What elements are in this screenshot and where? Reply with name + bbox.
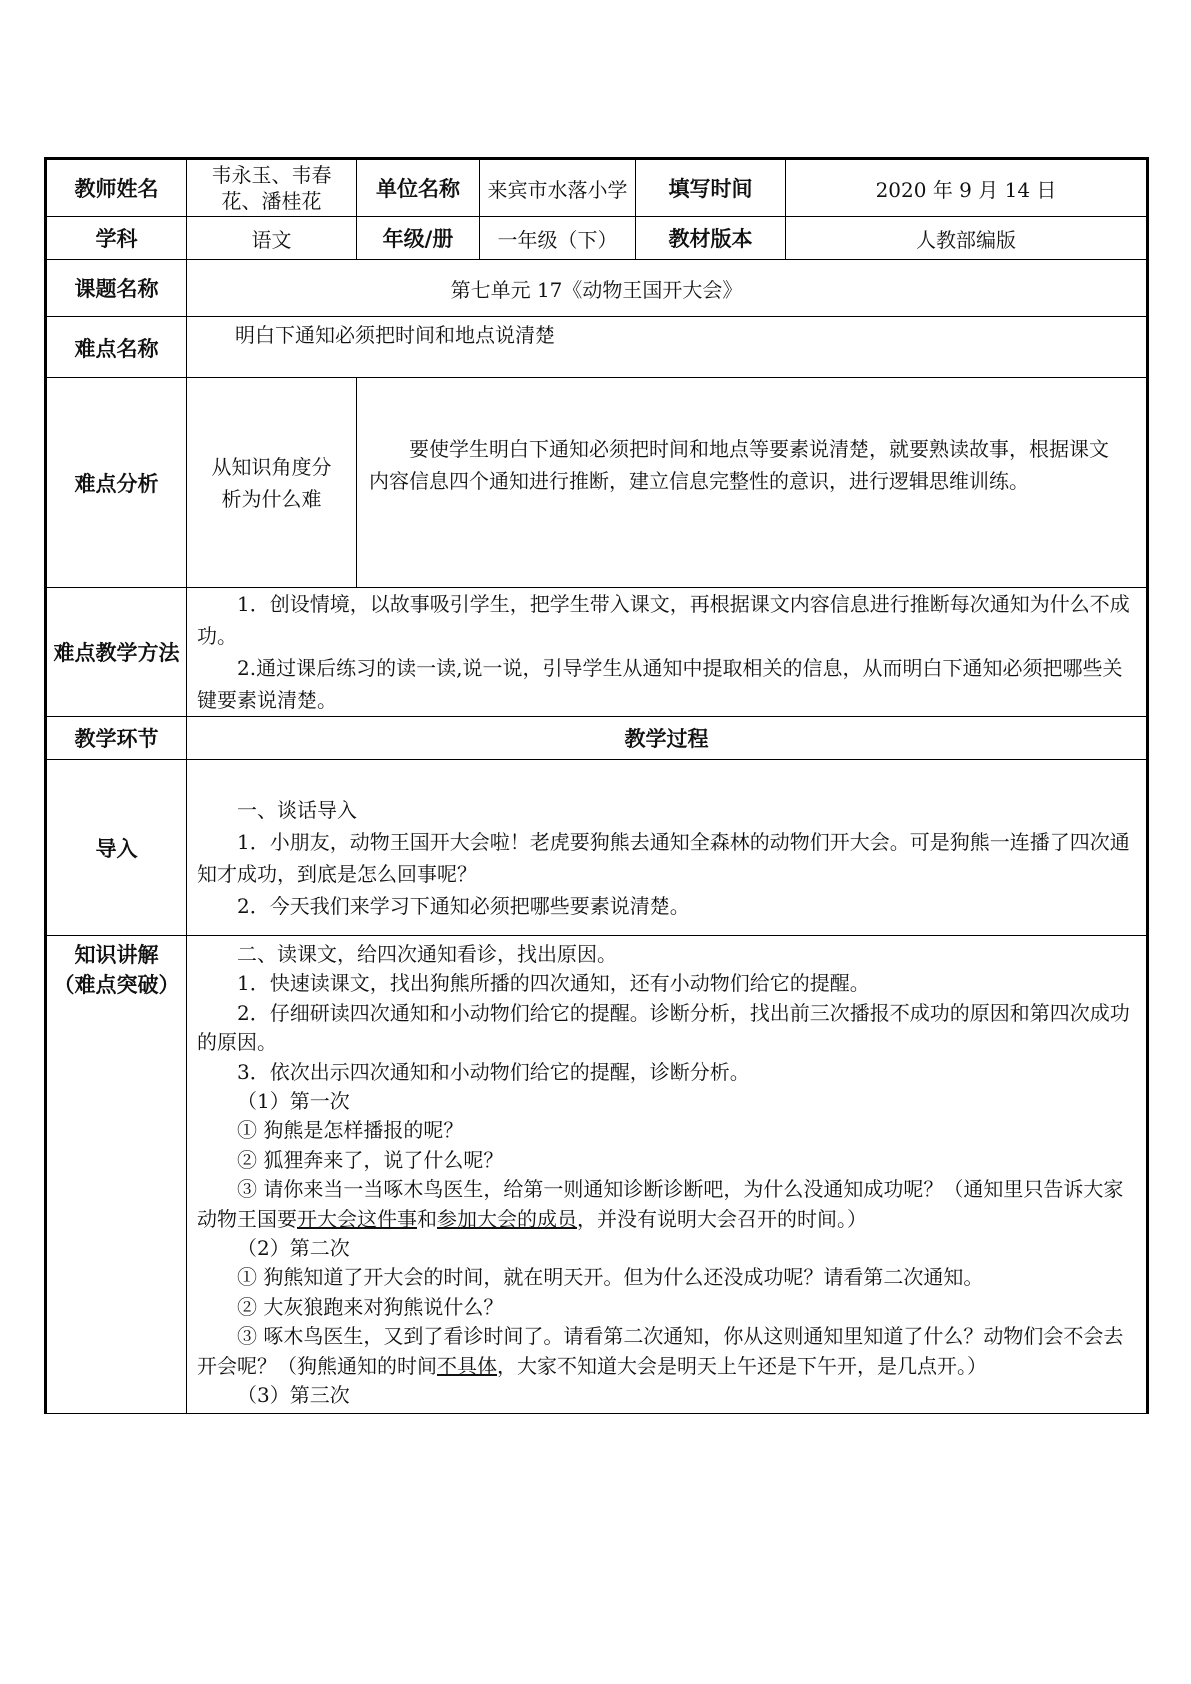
edition-label: 教材版本 xyxy=(636,217,786,260)
topic-value: 第七单元 17《动物王国开大会》 xyxy=(187,260,1148,317)
second-question-3-underline: 不具体 xyxy=(437,1353,497,1378)
lesson-plan-table xyxy=(44,157,1149,1414)
header-row-1 xyxy=(46,159,1148,217)
knowledge-row xyxy=(46,936,1148,1414)
analysis-paragraph: 要使学生明白下通知必须把时间和地点等要素说清楚，就要熟读故事，根据课文内容信息四个通知进行推断，建立信息完整性的意识，进行逻辑思维训练。 xyxy=(369,436,1109,493)
unit-value: 来宾市水落小学 xyxy=(480,159,636,217)
analysis-sub-label: 从知识角度分析为什么难 xyxy=(187,378,357,588)
second-question-3-part-a: ③ 啄木鸟医生，又到了看诊时间了。请看第二次通知，你从这则通知里知道了什么？动物们会不会去开会呢？（狗熊通知的时间 xyxy=(197,1324,1124,1378)
grade-value: 一年级（下） xyxy=(480,217,636,260)
method-text xyxy=(187,588,1148,717)
second-question-3-part-b: ，大家不知道大会是明天上午还是下午开，是几点开。） xyxy=(497,1353,987,1378)
second-question-3 xyxy=(197,1322,1136,1381)
intro-row xyxy=(46,760,1148,936)
edition-value: 人教部编版 xyxy=(786,217,1148,260)
knowledge-step-2: 2．仔细研读四次通知和小动物们给它的提醒。诊断分析，找出前三次播报不成功的原因和第四次成功的原因。 xyxy=(197,1000,1130,1055)
intro-paragraph-2: 2．今天我们来学习下通知必须把哪些要素说清楚。 xyxy=(237,893,690,918)
knowledge-label-line-2: （难点突破） xyxy=(53,973,180,997)
knowledge-step-3: 3．依次出示四次通知和小动物们给它的提醒，诊断分析。 xyxy=(237,1059,750,1084)
method-paragraph-2: 2.通过课后练习的读一读,说一说，引导学生从通知中提取相关的信息，从而明白下通知必须把哪些关键要素说清楚。 xyxy=(197,656,1123,712)
first-question-3 xyxy=(197,1175,1136,1234)
analysis-row xyxy=(46,378,1148,588)
first-question-3-underline-2: 参加大会的成员 xyxy=(437,1206,577,1231)
date-value: 2020 年 9 月 14 日 xyxy=(786,159,1148,217)
analysis-text xyxy=(357,378,1148,588)
method-row xyxy=(46,588,1148,717)
teacher-label: 教师姓名 xyxy=(46,159,187,217)
intro-title: 一、谈话导入 xyxy=(237,797,357,822)
difficulty-row xyxy=(46,317,1148,378)
first-question-1: ① 狗熊是怎样播报的呢？ xyxy=(237,1118,464,1143)
first-question-3-part-a: ③ 请你来当一当啄木鸟医生，给第一则通知诊断诊断吧，为什么没通知成功呢？（通知里只告诉大家动物王国要 xyxy=(197,1177,1124,1231)
knowledge-title: 二、读课文，给四次通知看诊，找出原因。 xyxy=(237,942,617,966)
topic-row xyxy=(46,260,1148,317)
analysis-label: 难点分析 xyxy=(46,378,187,588)
grade-label: 年级/册 xyxy=(357,217,480,260)
second-notice-title: （2）第二次 xyxy=(237,1236,350,1261)
knowledge-label-line-1: 知识讲解 xyxy=(74,943,159,967)
intro-label: 导入 xyxy=(46,760,187,936)
knowledge-label xyxy=(46,936,187,1414)
date-label: 填写时间 xyxy=(636,159,786,217)
difficulty-label: 难点名称 xyxy=(46,317,187,378)
topic-label: 课题名称 xyxy=(46,260,187,317)
subject-label: 学科 xyxy=(46,217,187,260)
subject-value: 语文 xyxy=(187,217,357,260)
first-question-3-part-c: ，并没有说明大会召开的时间。） xyxy=(577,1206,867,1231)
lesson-plan-page xyxy=(44,157,1146,1414)
method-paragraph-1: 1．创设情境，以故事吸引学生，把学生带入课文，再根据课文内容信息进行推断每次通知为什么不成功。 xyxy=(197,592,1130,648)
intro-paragraph-1: 1．小朋友，动物王国开大会啦！老虎要狗熊去通知全森林的动物们开大会。可是狗熊一连播了四次通知才成功，到底是怎么回事呢？ xyxy=(197,829,1130,886)
stage-label: 教学环节 xyxy=(46,717,187,760)
first-question-3-underline-1: 开大会这件事 xyxy=(297,1206,417,1231)
knowledge-text xyxy=(187,936,1148,1414)
process-label: 教学过程 xyxy=(187,717,1148,760)
knowledge-step-1: 1．快速读课文，找出狗熊所播的四次通知，还有小动物们给它的提醒。 xyxy=(237,971,870,996)
header-row-2 xyxy=(46,217,1148,260)
third-notice-title: （3）第三次 xyxy=(237,1383,350,1408)
second-question-1: ① 狗熊知道了开大会的时间，就在明天开。但为什么还没成功呢？请看第二次通知。 xyxy=(237,1265,984,1290)
unit-label: 单位名称 xyxy=(357,159,480,217)
first-question-3-part-b: 和 xyxy=(417,1206,437,1231)
process-header-row xyxy=(46,717,1148,760)
method-label: 难点教学方法 xyxy=(46,588,187,717)
difficulty-value: 明白下通知必须把时间和地点说清楚 xyxy=(187,317,1148,378)
first-notice-title: （1）第一次 xyxy=(237,1089,350,1114)
first-question-2: ② 狐狸奔来了，说了什么呢？ xyxy=(237,1147,504,1172)
second-question-2: ② 大灰狼跑来对狗熊说什么？ xyxy=(237,1294,504,1319)
teacher-value: 韦永玉、韦春花、潘桂花 xyxy=(187,159,357,217)
intro-text xyxy=(187,760,1148,936)
